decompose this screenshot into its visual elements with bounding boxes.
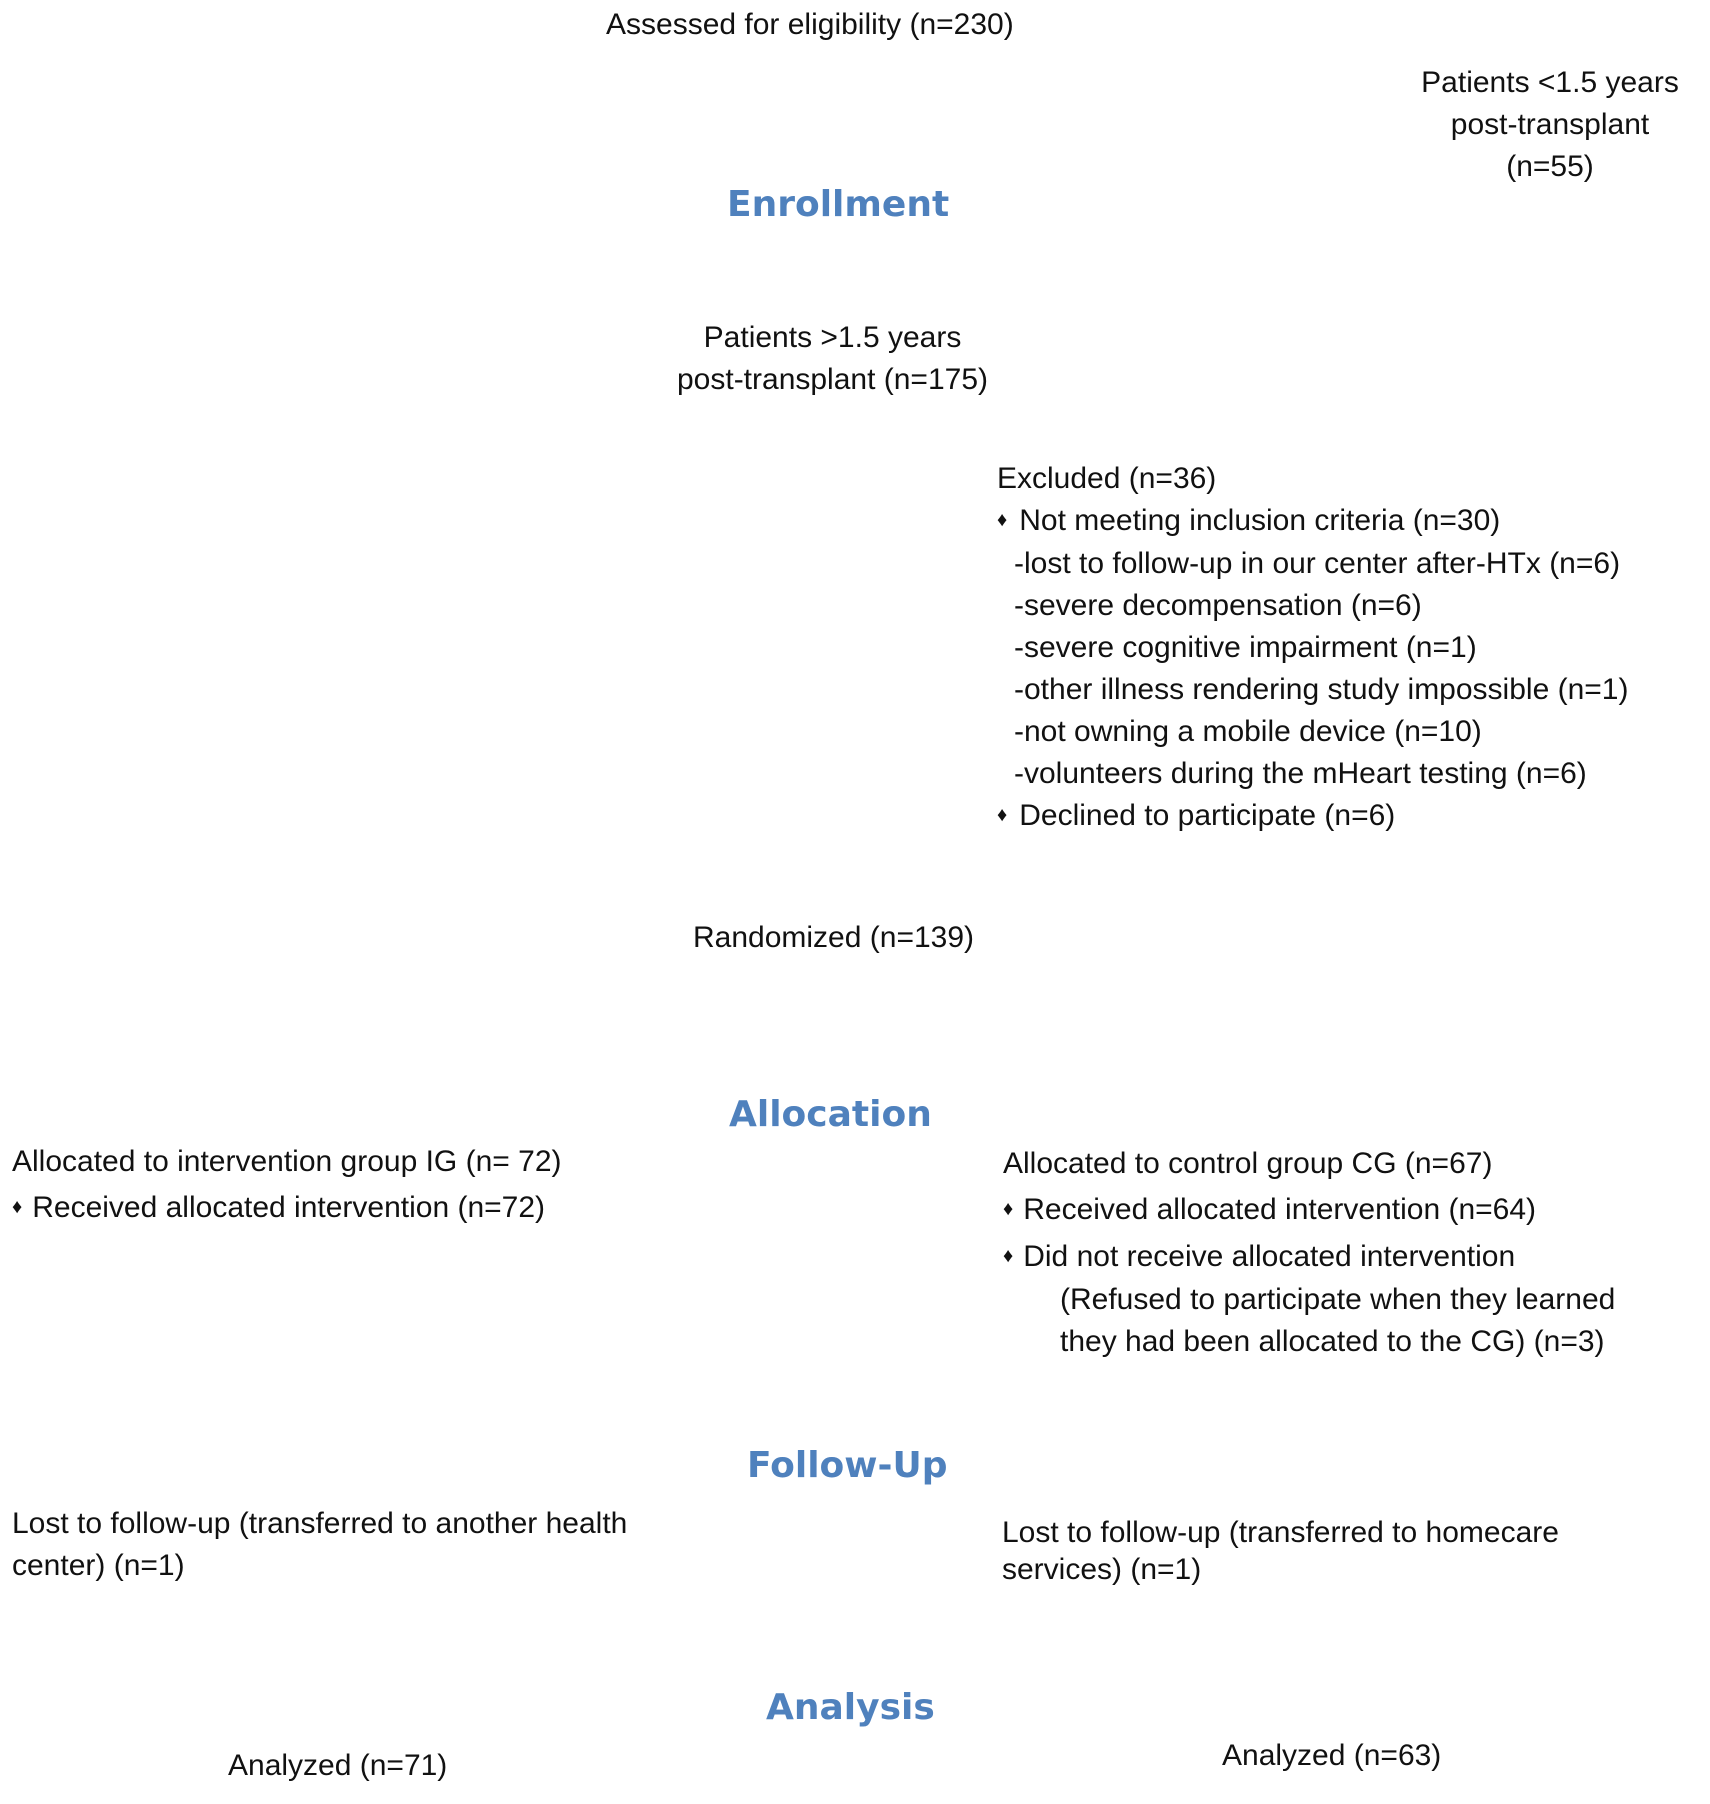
excluded-bullet-not-meeting	[997, 500, 1628, 543]
reason-other-illness: -other illness rendering study impossible (n=1)	[1014, 673, 1629, 707]
reason-cognitive: -severe cognitive impairment (n=1)	[1014, 631, 1477, 665]
under-1-5-box	[1400, 62, 1700, 188]
reason-lost: -lost to follow-up in our center after-HTx (n=6)	[1014, 547, 1621, 581]
control-lost-box	[1002, 1514, 1559, 1588]
control-lost-line1: Lost to follow-up (transferred to homecare	[1002, 1516, 1559, 1549]
control-lost-line2: services) (n=1)	[1002, 1553, 1202, 1586]
declined-text: Declined to participate (n=6)	[1019, 799, 1396, 833]
control-not-received	[1003, 1236, 1615, 1279]
over-1-5-line2: post-transplant (n=175)	[676, 363, 988, 396]
intervention-lost-box	[12, 1503, 627, 1587]
under-1-5-line2: post-transplant	[1450, 108, 1650, 141]
intervention-allocation-box	[12, 1141, 562, 1230]
excluded-bullet-declined	[997, 795, 1628, 838]
reason-decompensation: -severe decompensation (n=6)	[1014, 589, 1422, 623]
analysis-heading: Analysis	[766, 1687, 935, 1728]
control-reason-line1: (Refused to participate when they learned	[1060, 1283, 1616, 1317]
intervention-lost-line1: Lost to follow-up (transferred to another health	[12, 1507, 628, 1540]
follow-up-heading: Follow-Up	[747, 1445, 948, 1486]
reason-no-device: -not owning a mobile device (n=10)	[1014, 715, 1482, 749]
control-not-received-text: Did not receive allocated intervention	[1023, 1240, 1516, 1274]
excluded-box	[997, 458, 1628, 838]
intervention-received	[12, 1187, 562, 1230]
diamond-bullet-icon: ♦	[997, 804, 1008, 827]
control-analyzed-text: Analyzed (n=63)	[1222, 1739, 1442, 1772]
control-received-text: Received allocated intervention (n=64)	[1023, 1193, 1537, 1226]
under-1-5-line1: Patients <1.5 years	[1421, 66, 1679, 99]
under-1-5-line3: (n=55)	[1506, 150, 1594, 183]
over-1-5-box	[660, 317, 1005, 401]
randomized-text: Randomized (n=139)	[693, 921, 975, 954]
control-reason-line2: they had been allocated to the CG) (n=3)	[1060, 1325, 1605, 1359]
reason-volunteers: -volunteers during the mHeart testing (n=6)	[1014, 757, 1587, 791]
excluded-title: Excluded (n=36)	[997, 462, 1217, 495]
intervention-title: Allocated to intervention group IG (n= 72)	[12, 1145, 562, 1178]
enrollment-heading: Enrollment	[727, 184, 950, 225]
diamond-bullet-icon: ♦	[12, 1196, 23, 1219]
intervention-received-text: Received allocated intervention (n=72)	[32, 1191, 546, 1224]
randomized-box	[693, 917, 974, 959]
assessed-box	[606, 4, 1036, 46]
allocation-heading: Allocation	[729, 1094, 932, 1135]
control-allocation-box	[1003, 1143, 1615, 1363]
over-1-5-line1: Patients >1.5 years	[703, 321, 962, 354]
diamond-bullet-icon: ♦	[1003, 1245, 1014, 1268]
assessed-text: Assessed for eligibility (n=230)	[606, 8, 1014, 41]
control-received	[1003, 1189, 1615, 1232]
control-analyzed-box	[1222, 1735, 1441, 1777]
control-title: Allocated to control group CG (n=67)	[1003, 1147, 1493, 1180]
intervention-lost-line2: center) (n=1)	[12, 1549, 185, 1582]
intervention-analyzed-box	[228, 1745, 447, 1787]
diamond-bullet-icon: ♦	[997, 509, 1008, 532]
not-meeting-text: Not meeting inclusion criteria (n=30)	[1019, 504, 1501, 537]
diamond-bullet-icon: ♦	[1003, 1198, 1014, 1221]
intervention-analyzed-text: Analyzed (n=71)	[228, 1749, 448, 1782]
